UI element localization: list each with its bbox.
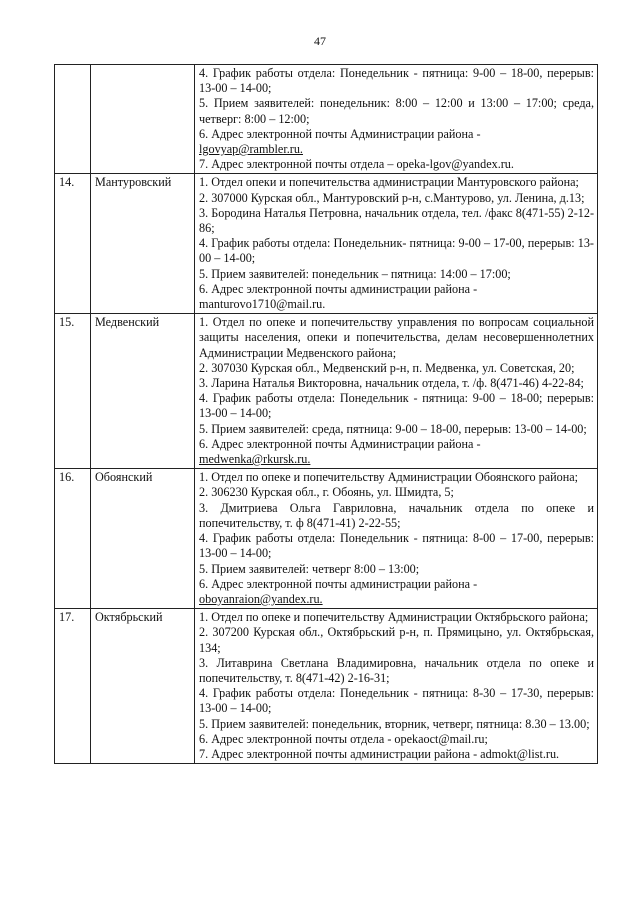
district-name xyxy=(91,65,195,174)
email-link[interactable]: lgovyap@rambler.ru. xyxy=(199,142,303,157)
detail-line: 2. 307030 Курская обл., Медвенский р-н, п. Медвенка, ул. Советская, 20; xyxy=(199,360,575,375)
detail-line: 3. Ларина Наталья Викторовна, начальник отдела, т. /ф. 8(471-46) 4-22-84; xyxy=(199,376,584,391)
detail-line: 5. Прием заявителей: среда, пятница: 9-00 – 18-00, перерыв: 13-00 – 14-00; xyxy=(199,421,587,436)
detail-line: 6. Адрес электронной почты Администрации района - xyxy=(199,436,481,451)
detail-line: 6. Адрес электронной почты Администрации района - xyxy=(199,126,481,141)
department-details xyxy=(195,65,598,174)
row-number: 14. xyxy=(55,174,91,314)
district-name: Мантуровский xyxy=(91,174,195,314)
department-details xyxy=(195,469,598,609)
detail-line: 1. Отдел по опеке и попечительству Администрации Октябрьского района; xyxy=(199,610,589,625)
email-text: manturovo1710@mail.ru. xyxy=(199,297,326,312)
department-details xyxy=(195,174,598,314)
detail-line: 5. Прием заявителей: четверг 8:00 – 13:00; xyxy=(199,561,420,576)
detail-line: 4. График работы отдела: Понедельник - пятница: 9-00 – 18-00, перерыв: 13-00 – 14-00; xyxy=(199,66,594,96)
guardianship-departments-table xyxy=(54,64,598,764)
table-row xyxy=(55,174,598,314)
department-details xyxy=(195,609,598,764)
email-link[interactable]: oboyanraion@yandex.ru. xyxy=(199,591,323,606)
table-row xyxy=(55,609,598,764)
detail-line: 1. Отдел по опеке и попечительству Администрации Обоянского района; xyxy=(199,470,579,485)
detail-line: 2. 307200 Курская обл., Октябрьский р-н, п. Прямицыно, ул. Октябрьская, 134; xyxy=(199,625,594,655)
district-name: Обоянский xyxy=(91,469,195,609)
detail-line: 5. Прием заявителей: понедельник: 8:00 – 12:00 и 13:00 – 17:00; среда, четверг: 8:00 – 12:00; xyxy=(199,96,594,126)
detail-line: 5. Прием заявителей: понедельник, вторник, четверг, пятница: 8.30 – 13.00; xyxy=(199,716,590,731)
detail-line: 3. Литаврина Светлана Владимировна, начальник отдела по опеке и попечительству, т. 8(471-42) 2-16-31; xyxy=(199,655,594,685)
detail-line: 4. График работы отдела: Понедельник - пятница: 8-30 – 17-30, перерыв: 13-00 – 14-00; xyxy=(199,686,594,716)
district-name: Октябрьский xyxy=(91,609,195,764)
detail-line: 6. Адрес электронной почты отдела - opekaoct@mail.ru; xyxy=(199,731,488,746)
row-number xyxy=(55,65,91,174)
detail-line: 4. График работы отдела: Понедельник - пятница: 8-00 – 17-00, перерыв: 13-00 – 14-00; xyxy=(199,531,594,561)
detail-line: 6. Адрес электронной почты администрации района - xyxy=(199,281,478,296)
detail-line: 3. Бородина Наталья Петровна, начальник отдела, тел. /факс 8(471-55) 2-12-86; xyxy=(199,205,594,236)
table-row xyxy=(55,314,598,469)
detail-line: 5. Прием заявителей: понедельник – пятница: 14:00 – 17:00; xyxy=(199,266,511,281)
page-number: 47 xyxy=(314,34,326,48)
detail-line: 4. График работы отдела: Понедельник - пятница: 9-00 – 18-00; перерыв: 13-00 – 14-00; xyxy=(199,391,594,421)
detail-line: 6. Адрес электронной почты администрации района - xyxy=(199,576,478,591)
row-number: 15. xyxy=(55,314,91,469)
detail-line: 4. График работы отдела: Понедельник- пятница: 9-00 – 17-00, перерыв: 13-00 – 14-00; xyxy=(199,236,594,266)
detail-line: 2. 306230 Курская обл., г. Обоянь, ул. Шмидта, 5; xyxy=(199,485,454,500)
detail-line: 7. Адрес электронной почты администрации района - admokt@list.ru. xyxy=(199,746,560,761)
detail-line: 1. Отдел по опеке и попечительству управления по вопросам социальной защиты населения, опеки и попечительства, делам несовершеннолетних Администрации Медвенского района; xyxy=(199,315,594,360)
table-row xyxy=(55,469,598,609)
district-name: Медвенский xyxy=(91,314,195,469)
detail-line: 3. Дмитриева Ольга Гавриловна, начальник отдела по опеке и попечительству, т. ф 8(471-41) 2-22-55; xyxy=(199,500,594,530)
detail-line: 7. Адрес электронной почты отдела – opeka-lgov@yandex.ru. xyxy=(199,157,514,172)
department-details xyxy=(195,314,598,469)
row-number: 16. xyxy=(55,469,91,609)
table-row xyxy=(55,65,598,174)
row-number: 17. xyxy=(55,609,91,764)
email-link[interactable]: medwenka@rkursk.ru. xyxy=(199,452,311,467)
detail-line: 1. Отдел опеки и попечительства администрации Мантуровского района; xyxy=(199,175,579,190)
detail-line: 2. 307000 Курская обл., Мантуровский р-н, с.Мантурово, ул. Ленина, д.13; xyxy=(199,190,585,205)
